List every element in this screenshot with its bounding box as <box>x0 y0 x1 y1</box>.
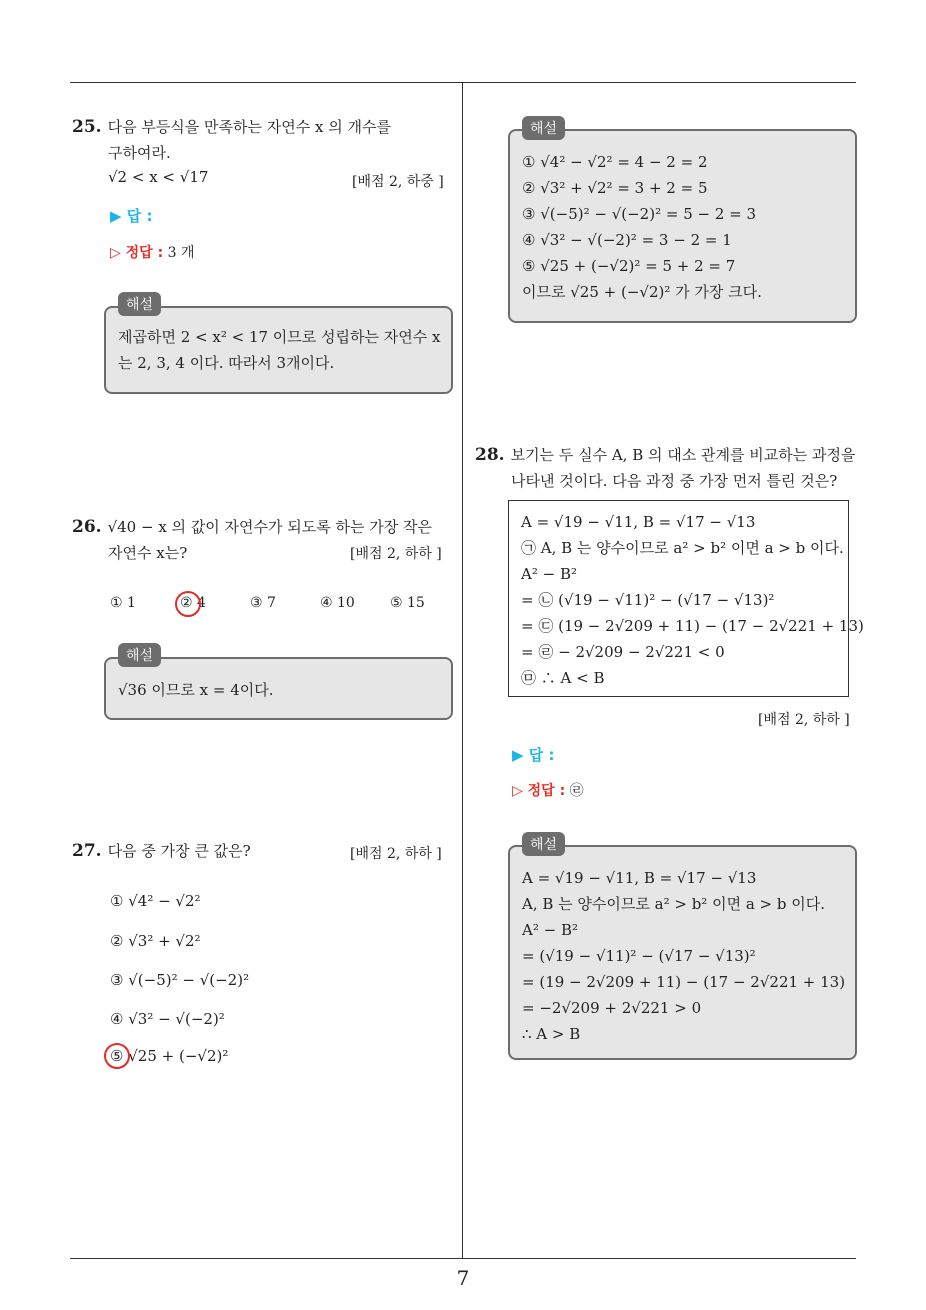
score-label: [배점 2, 하하 ] <box>350 546 442 562</box>
selected-answer-circle <box>104 1043 130 1069</box>
solution-line: 이므로 √25 + (−√2)² 가 가장 크다. <box>522 283 762 301</box>
bogi-line: ㉠ A, B 는 양수이므로 a² > b² 이면 a > b 이다. <box>521 539 844 557</box>
question-text: √40 − x 의 값이 자연수가 되도록 하는 가장 작은 <box>107 518 433 536</box>
score-label: [배점 2, 하하 ] <box>350 846 442 862</box>
formula: √2 < x < √17 <box>108 168 209 186</box>
solution-line: ① √4² − √2² = 4 − 2 = 2 <box>522 153 708 171</box>
solution-tag: 해설 <box>118 292 161 316</box>
top-rule <box>70 82 856 83</box>
correct-label: ▷ 정답 : <box>512 783 566 799</box>
bottom-rule <box>70 1258 856 1259</box>
solution-line: 는 2, 3, 4 이다. 따라서 3개이다. <box>118 354 335 372</box>
bogi-line: A² − B² <box>521 565 577 583</box>
correct-label: ▷ 정답 : <box>110 245 164 261</box>
question-28 <box>475 442 865 494</box>
question-text: 다음 부등식을 만족하는 자연수 x 의 개수를 <box>107 118 391 136</box>
choice-4[interactable]: ④ √3² − √(−2)² <box>110 1010 225 1028</box>
choice-2[interactable]: ② √3² + √2² <box>110 932 201 950</box>
bogi-line: = ㉢ (19 − 2√209 + 11) − (17 − 2√221 + 13) <box>521 617 864 635</box>
question-number: 25. <box>72 117 102 137</box>
score-label: [배점 2, 하중 ] <box>352 174 444 190</box>
bogi-line: ㉤ ∴ A < B <box>521 669 605 687</box>
choice-2[interactable]: ② 4 <box>180 595 206 611</box>
score-label: [배점 2, 하하 ] <box>758 712 850 728</box>
solution-line: A, B 는 양수이므로 a² > b² 이면 a > b 이다. <box>522 895 825 913</box>
question-number: 27. <box>72 841 102 861</box>
solution-line: ② √3² + √2² = 3 + 2 = 5 <box>522 179 708 197</box>
question-number: 26. <box>72 517 102 537</box>
solution-box <box>104 306 453 394</box>
solution-line: = (√19 − √11)² − (√17 − √13)² <box>522 947 756 965</box>
solution-line: 제곱하면 2 < x² < 17 이므로 성립하는 자연수 x <box>118 328 441 346</box>
question-text: 보기는 두 실수 A, B 의 대소 관계를 비교하는 과정을 <box>510 446 856 464</box>
answer-prompt: ▶ 답 : <box>512 746 555 764</box>
bogi-line: A = √19 − √11, B = √17 − √13 <box>521 513 756 531</box>
solution-line: ⑤ √25 + (−√2)² = 5 + 2 = 7 <box>522 257 736 275</box>
choice-4[interactable]: ④ 10 <box>320 595 355 611</box>
choice-5[interactable]: ⑤ √25 + (−√2)² <box>110 1047 229 1065</box>
column-divider <box>462 82 463 1258</box>
correct-value: ㉣ <box>569 783 584 799</box>
question-text: 다음 중 가장 큰 값은? <box>107 842 251 860</box>
question-text-cont: 자연수 x는? <box>108 544 188 562</box>
selected-answer-circle <box>175 591 201 617</box>
solution-line: = (19 − 2√209 + 11) − (17 − 2√221 + 13) <box>522 973 846 991</box>
bogi-box <box>508 500 864 697</box>
solution-line: ∴ A > B <box>522 1025 581 1043</box>
solution-box <box>508 845 857 1060</box>
question-number: 28. <box>475 445 505 465</box>
choice-3[interactable]: ③ √(−5)² − √(−2)² <box>110 971 250 989</box>
correct-answer <box>512 780 584 800</box>
bogi-line: = ㉣ − 2√209 − 2√221 < 0 <box>521 643 725 661</box>
question-text-cont: 구하여라. <box>108 144 171 162</box>
question-text-cont: 나타낸 것이다. 다음 과정 중 가장 먼저 틀린 것은? <box>511 472 838 490</box>
page-number: 7 <box>456 1266 470 1290</box>
question-25 <box>72 114 452 166</box>
correct-value: 3 개 <box>167 245 195 261</box>
solution-tag: 해설 <box>522 832 565 856</box>
solution-line: = −2√209 + 2√221 > 0 <box>522 999 702 1017</box>
answer-prompt: ▶ 답 : <box>110 207 153 225</box>
solution-line: A² − B² <box>522 921 578 939</box>
choice-1[interactable]: ① √4² − √2² <box>110 892 201 910</box>
solution-tag: 해설 <box>118 643 161 667</box>
choice-1[interactable]: ① 1 <box>110 595 136 611</box>
solution-box <box>508 129 857 323</box>
choice-5[interactable]: ⑤ 15 <box>390 595 425 611</box>
solution-line: A = √19 − √11, B = √17 − √13 <box>522 869 757 887</box>
correct-answer <box>110 242 195 262</box>
solution-line: ③ √(−5)² − √(−2)² = 5 − 2 = 3 <box>522 205 757 223</box>
choice-3[interactable]: ③ 7 <box>250 595 276 611</box>
solution-tag: 해설 <box>522 116 565 140</box>
solution-line: ④ √3² − √(−2)² = 3 − 2 = 1 <box>522 231 732 249</box>
bogi-line: = ㉡ (√19 − √11)² − (√17 − √13)² <box>521 591 775 609</box>
solution-line: √36 이므로 x = 4이다. <box>118 681 274 699</box>
